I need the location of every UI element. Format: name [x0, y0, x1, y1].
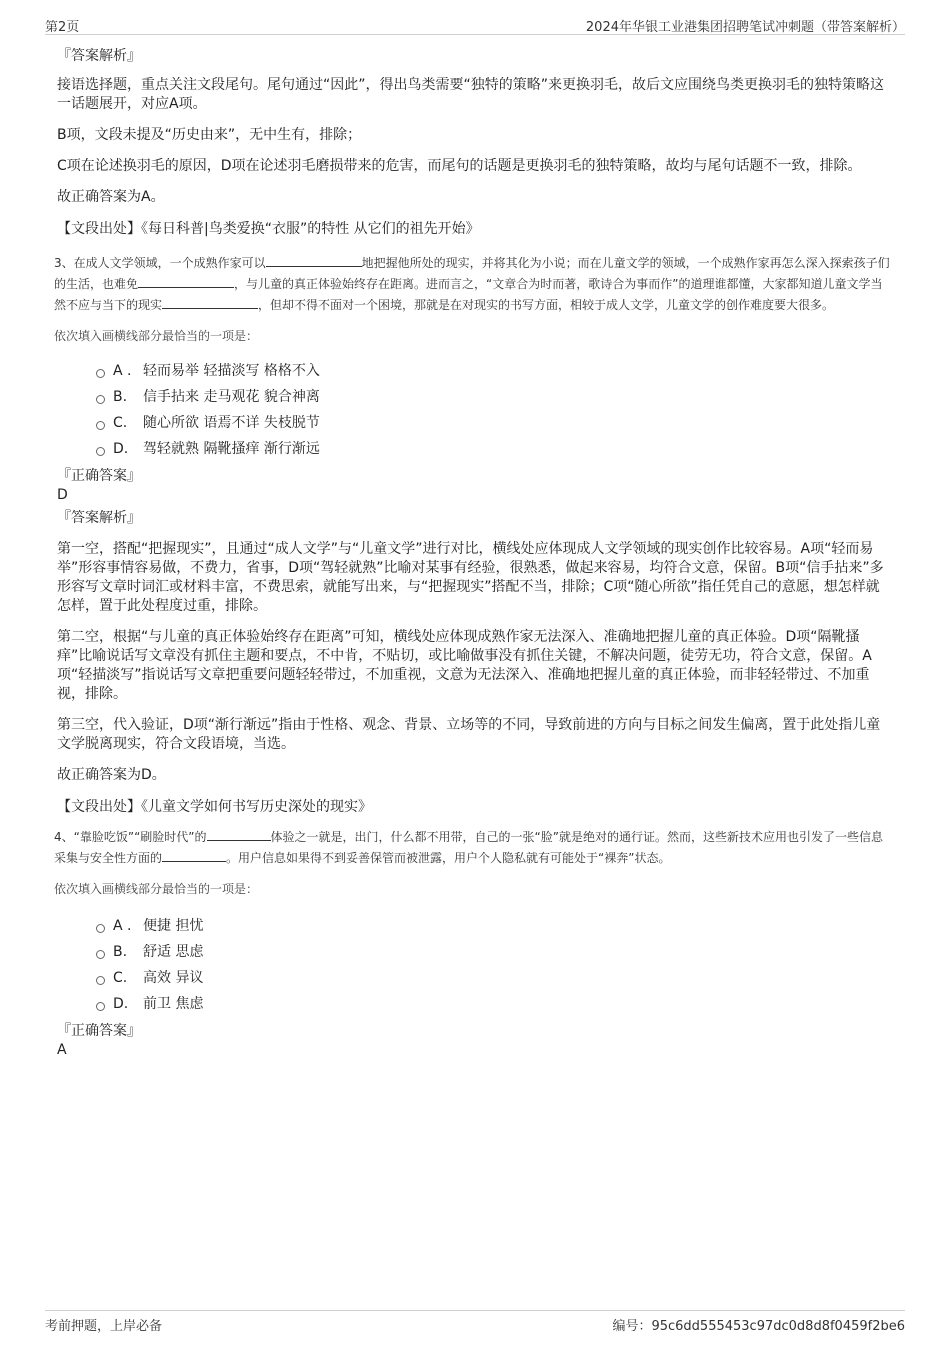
- options-list: [96, 913, 893, 1017]
- document-body: [54, 44, 893, 1059]
- radio-icon[interactable]: [96, 447, 105, 456]
- option-c[interactable]: C. 随心所欲 语焉不详 失枝脱节: [96, 410, 893, 436]
- page-header: [45, 14, 905, 35]
- correct-answer: D: [57, 487, 68, 503]
- analysis-label: 『答案解析』: [57, 48, 141, 64]
- option-b[interactable]: B. 舒适 思虑: [96, 939, 893, 965]
- page-number: 第2页: [45, 20, 80, 35]
- fill-blank: [162, 295, 258, 309]
- conclusion: 故正确答案为D。: [57, 767, 166, 783]
- fill-blank: [162, 848, 226, 862]
- radio-icon[interactable]: [96, 1002, 105, 1011]
- fill-blank: [207, 827, 271, 841]
- correct-answer: A: [57, 1042, 67, 1058]
- fill-blank: [138, 274, 234, 288]
- option-a[interactable]: A . 轻而易举 轻描淡写 格格不入: [96, 358, 893, 384]
- option-d[interactable]: D. 前卫 焦虑: [96, 991, 893, 1017]
- analysis-paragraph: 接语选择题，重点关注文段尾句。尾句通过“因此”，得出鸟类需要“独特的策略”来更换羽毛，故后文应围绕鸟类更换羽毛的独特策略这一话题展开，对应A项。: [57, 77, 885, 112]
- radio-icon[interactable]: [96, 395, 105, 404]
- option-c[interactable]: C. 高效 异议: [96, 965, 893, 991]
- question-3-text: 3、在成人文学领域，一个成熟作家可以 地把握他所处的现实，并将其化为小说；而在儿童文学的领域，一个成熟作家再怎么深入探索孩子们的生活，也难免 ，与儿童的真正体验始终存在距离。进而言之，“文章合为时而著，歌诗合为事而作”的道理谁都懂，大家都知道儿童文学当然不应与当下的现实 ，但却不得不面对一个困境，那就是在对现实的书写方面，相较于成人文学，儿童文学的创作难度要大很多。: [54, 253, 893, 316]
- source-citation: 【文段出处】《儿童文学如何书写历史深处的现实》: [57, 799, 372, 815]
- document-title: 2024年华银工业港集团招聘笔试冲刺题（带答案解析）: [585, 20, 905, 35]
- analysis-paragraph: C项在论述换羽毛的原因，D项在论述羽毛磨损带来的危害，而尾句的话题是更换羽毛的独特策略，故均与尾句话题不一致，排除。: [57, 158, 862, 174]
- option-a[interactable]: A . 便捷 担忧: [96, 913, 893, 939]
- radio-icon[interactable]: [96, 976, 105, 985]
- footer-slogan: 考前押题，上岸必备: [45, 1319, 163, 1334]
- answer-label: 『正确答案』: [57, 468, 141, 484]
- options-list: [96, 358, 893, 462]
- option-b[interactable]: B. 信手拈来 走马观花 貌合神离: [96, 384, 893, 410]
- question-4-text: 4、“靠脸吃饭”“刷脸时代”的 体验之一就是，出门，什么都不用带，自己的一张“脸”就是绝对的通行证。然而，这些新技术应用也引发了一些信息采集与安全性方面的 。用户信息如果得不到妥善保管而被泄露，用户个人隐私就有可能处于“裸奔”状态。: [54, 827, 893, 869]
- document-code: 编号：95c6dd555453c97dc0d8d8f0459f2be6: [612, 1319, 905, 1334]
- radio-icon[interactable]: [96, 924, 105, 933]
- analysis-paragraph: 第三空，代入验证，D项“渐行渐远”指由于性格、观念、背景、立场等的不同，导致前进的方向与目标之间发生偏离，置于此处指儿童文学脱离现实，符合文段语境，当选。: [57, 717, 881, 752]
- answer-label: 『正确答案』: [57, 1023, 141, 1039]
- conclusion: 故正确答案为A。: [57, 189, 165, 205]
- question-prompt: 依次填入画横线部分最恰当的一项是：: [54, 329, 259, 343]
- page-footer: [45, 1310, 905, 1333]
- analysis-paragraph: 第二空，根据“与儿童的真正体验始终存在距离”可知，横线处应体现成熟作家无法深入、准确地把握儿童的真正体验。D项“隔靴搔痒”比喻说话写文章没有抓住主题和要点，不中肯，不贴切，或比喻做事没有抓住关键，不解决问题，徒劳无功，符合文意，保留。A项“轻描淡写”指说话写文章把重要问题轻轻带过，不加重视，文意为无法深入、准确地把握儿童的真正体验，而非轻轻带过、不加重视，排除。: [57, 629, 872, 702]
- analysis-paragraph: 第一空，搭配“把握现实”，且通过“成人文学”与“儿童文学”进行对比，横线处应体现成人文学领域的现实创作比较容易。A项“轻而易举”形容事情容易做，不费力，省事，D项“驾轻就熟”比喻对某事有经验，很熟悉，做起来容易，均符合文意，保留。B项“信手拈来”多形容写文章时词汇或材料丰富，不费思索，就能写出来，与“把握现实”搭配不当，排除；C项“随心所欲”指任凭自己的意愿，想怎样就怎样，置于此处程度过重，排除。: [57, 541, 884, 614]
- analysis-label: 『答案解析』: [57, 510, 141, 526]
- option-d[interactable]: D. 驾轻就熟 隔靴搔痒 渐行渐远: [96, 436, 893, 462]
- analysis-paragraph: B项，文段未提及“历史由来”，无中生有，排除；: [57, 127, 362, 143]
- fill-blank: [266, 253, 362, 267]
- radio-icon[interactable]: [96, 950, 105, 959]
- radio-icon[interactable]: [96, 369, 105, 378]
- radio-icon[interactable]: [96, 421, 105, 430]
- question-prompt: 依次填入画横线部分最恰当的一项是：: [54, 882, 259, 896]
- source-citation: 【文段出处】《每日科普|鸟类爱换“衣服”的特性 从它们的祖先开始》: [57, 221, 480, 237]
